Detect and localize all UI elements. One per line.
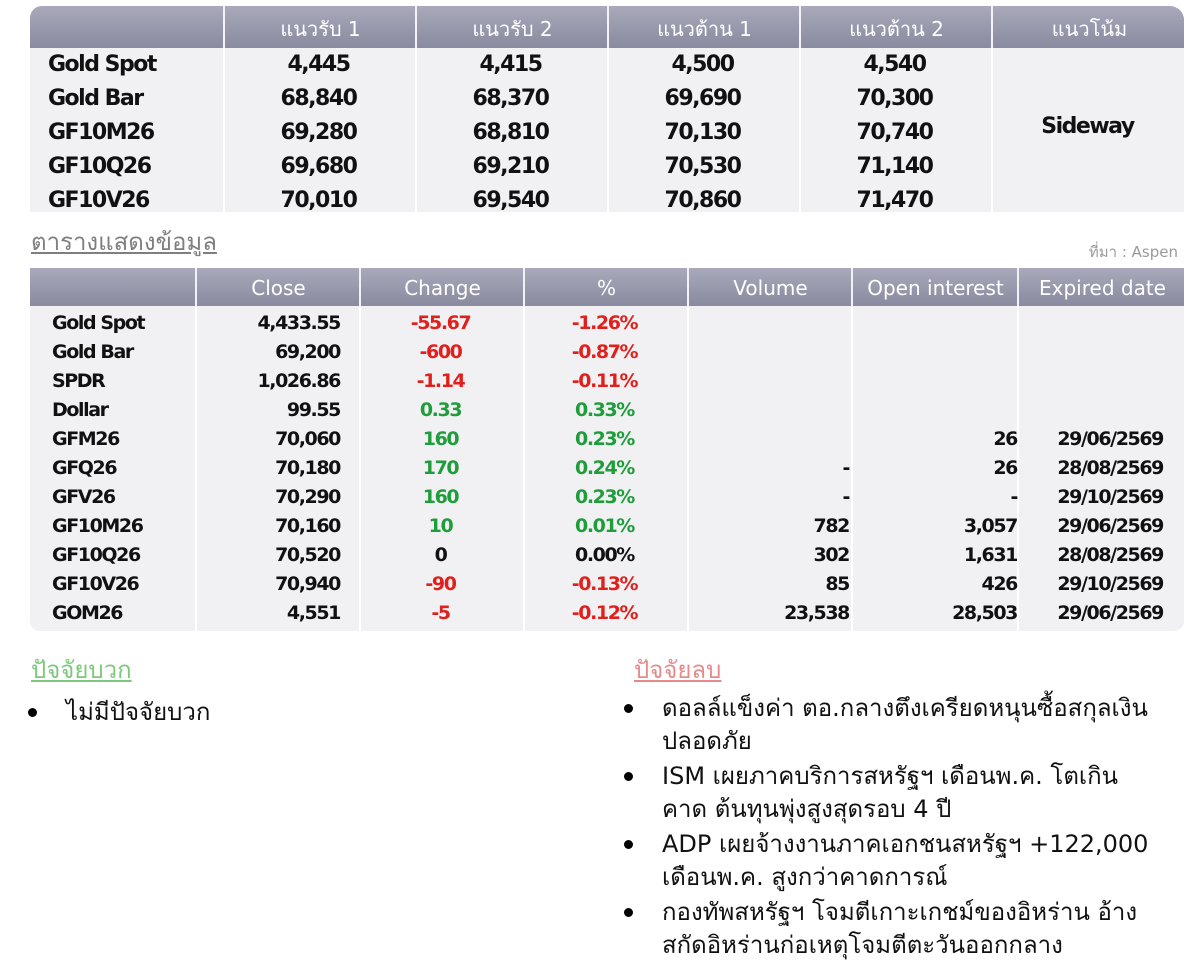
source-label: ที่มา : Aspen (1088, 243, 1178, 261)
cell-oi: 426 (981, 573, 1017, 595)
table-row (30, 367, 1184, 396)
cell-oi (851, 338, 1017, 367)
cell-close: 1,026.86 (257, 370, 340, 392)
level-s2: 4,415 (479, 52, 542, 77)
instrument-name: GFM26 (52, 428, 119, 450)
cell-exp: 28/08/2569 (1057, 457, 1163, 479)
instrument-name: GF10Q26 (48, 154, 151, 179)
cell-volume (687, 309, 849, 338)
sr-table-row (30, 184, 1184, 212)
cell-volume: - (842, 486, 849, 508)
positive-factor-item: ไม่มีปัจจัยบวก (28, 696, 588, 729)
level-s1: 69,680 (280, 154, 357, 179)
cell-close: 4,551 (286, 602, 340, 624)
table-row (30, 512, 1184, 541)
cell-close: 70,290 (275, 486, 340, 508)
instrument-name: GFV26 (52, 486, 115, 508)
header-support-2: แนวรับ 2 (415, 6, 608, 48)
cell-close: 69,200 (275, 341, 340, 363)
sr-table-row (30, 82, 1184, 116)
negative-factors-title: ปัจจัยลบ (634, 656, 722, 684)
instrument-name: GOM26 (52, 602, 123, 624)
level-r2: 71,470 (856, 188, 933, 212)
cell-exp: 29/10/2569 (1057, 573, 1163, 595)
cell-pct: 0.33% (575, 399, 634, 421)
cell-close: 70,180 (275, 457, 340, 479)
section-title: ตารางแสดงข้อมูล (31, 228, 217, 256)
cell-oi: - (1010, 486, 1017, 508)
cell-close: 99.55 (286, 399, 340, 421)
cell-oi (851, 396, 1017, 425)
level-r1: 4,500 (671, 52, 734, 77)
cell-volume: 23,538 (784, 602, 849, 624)
header-close: Close (195, 268, 360, 306)
cell-pct: -0.13% (571, 573, 638, 595)
level-s1: 70,010 (280, 188, 357, 212)
sr-table-row (30, 48, 1184, 82)
table-row (30, 483, 1184, 512)
cell-oi: 26 (993, 428, 1017, 450)
positive-factors-title: ปัจจัยบวก (31, 656, 132, 684)
level-s2: 68,370 (472, 86, 549, 111)
cell-pct: 0.00% (575, 544, 634, 566)
cell-close: 70,160 (275, 515, 340, 537)
cell-oi (851, 309, 1017, 338)
trend-value: Sideway (1041, 114, 1134, 139)
md-table-header (30, 268, 1184, 306)
table-row (30, 338, 1184, 367)
negative-factors-list (624, 692, 1154, 964)
header-support-1: แนวรับ 1 (223, 6, 416, 48)
instrument-name: Gold Spot (52, 312, 145, 334)
cell-close: 70,520 (275, 544, 340, 566)
level-s2: 69,540 (472, 188, 549, 212)
level-r1: 69,690 (664, 86, 741, 111)
cell-volume: 782 (813, 515, 849, 537)
cell-volume (687, 367, 849, 396)
instrument-name: Gold Bar (48, 86, 143, 111)
cell-exp: 29/06/2569 (1057, 515, 1163, 537)
negative-factor-item: ดอลล์แข็งค่า ตอ.กลางตึงเครียดหนุนซื้อสกุลเงินปลอดภัย (624, 692, 1154, 758)
table-row (30, 309, 1184, 338)
negative-factor-item: กองทัพสหรัฐฯ โจมตีเกาะเกชม์ของอิหร่าน อ้างสกัดอิหร่านก่อเหตุโจมตีตะวันออกกลาง (624, 896, 1154, 962)
instrument-name: GF10V26 (52, 573, 139, 595)
level-s1: 4,445 (287, 52, 350, 77)
support-resistance-table (30, 6, 1184, 212)
cell-oi: 28,503 (952, 602, 1017, 624)
level-s1: 69,280 (280, 120, 357, 145)
instrument-name: Gold Bar (52, 341, 133, 363)
negative-factor-item: ADP เผยจ้างงานภาคเอกชนสหรัฐฯ +122,000 เดือนพ.ค. สูงกว่าคาดการณ์ (624, 828, 1154, 894)
header-expired-date: Expired date (1017, 268, 1184, 306)
cell-close: 4,433.55 (257, 312, 340, 334)
header-percent: % (523, 268, 688, 306)
sr-table-row (30, 150, 1184, 184)
cell-pct: -0.11% (571, 370, 638, 392)
cell-close: 70,940 (275, 573, 340, 595)
cell-pct: -0.87% (571, 341, 638, 363)
cell-volume (687, 396, 849, 425)
cell-change: 170 (422, 457, 459, 479)
instrument-name: Gold Spot (48, 52, 156, 77)
table-row (30, 425, 1184, 454)
level-r2: 70,740 (856, 120, 933, 145)
cell-oi: 1,631 (963, 544, 1017, 566)
header-trend: แนวโน้ม (991, 6, 1184, 48)
level-s2: 69,210 (472, 154, 549, 179)
cell-exp: 29/06/2569 (1057, 428, 1163, 450)
cell-change: -55.67 (410, 312, 471, 334)
cell-volume (687, 338, 849, 367)
cell-exp: 29/10/2569 (1057, 486, 1163, 508)
header-change: Change (359, 268, 524, 306)
market-data-table (30, 268, 1184, 631)
instrument-name: GF10M26 (48, 120, 154, 145)
header-resistance-2: แนวต้าน 2 (799, 6, 992, 48)
level-r1: 70,860 (664, 188, 741, 212)
cell-change: -90 (425, 573, 456, 595)
cell-exp (1017, 309, 1163, 338)
cell-change: 0 (434, 544, 447, 566)
cell-pct: 0.23% (575, 428, 634, 450)
cell-oi (851, 367, 1017, 396)
cell-pct: -1.26% (571, 312, 638, 334)
level-s1: 68,840 (280, 86, 357, 111)
cell-exp (1017, 338, 1163, 367)
level-r1: 70,530 (664, 154, 741, 179)
cell-volume: 85 (825, 573, 849, 595)
cell-change: -600 (419, 341, 462, 363)
cell-oi: 3,057 (963, 515, 1017, 537)
cell-change: -5 (431, 602, 450, 624)
instrument-name: GF10V26 (48, 188, 149, 212)
cell-change: 160 (422, 486, 459, 508)
instrument-name: GF10Q26 (52, 544, 140, 566)
negative-factor-item: ISM เผยภาคบริการสหรัฐฯ เดือนพ.ค. โตเกินคาด ต้นทุนพุ่งสูงสุดรอบ 4 ปี (624, 760, 1154, 826)
cell-pct: 0.23% (575, 486, 634, 508)
positive-factors-list (28, 696, 588, 731)
instrument-name: Dollar (52, 399, 108, 421)
table-row (30, 541, 1184, 570)
cell-exp: 28/08/2569 (1057, 544, 1163, 566)
cell-exp (1017, 396, 1163, 425)
header-volume: Volume (687, 268, 852, 306)
level-s2: 68,810 (472, 120, 549, 145)
cell-change: 10 (428, 515, 453, 537)
cell-close: 70,060 (275, 428, 340, 450)
table-row (30, 396, 1184, 425)
cell-exp: 29/06/2569 (1057, 602, 1163, 624)
cell-exp (1017, 367, 1163, 396)
header-resistance-1: แนวต้าน 1 (607, 6, 800, 48)
level-r2: 4,540 (863, 52, 926, 77)
table-row (30, 454, 1184, 483)
cell-volume (687, 425, 849, 454)
cell-volume: 302 (813, 544, 849, 566)
level-r2: 70,300 (856, 86, 933, 111)
level-r2: 71,140 (856, 154, 933, 179)
header-open-interest: Open interest (851, 268, 1018, 306)
sr-table-header (30, 6, 1184, 48)
table-row (30, 570, 1184, 599)
cell-change: 160 (422, 428, 459, 450)
table-row (30, 599, 1184, 628)
cell-change: -1.14 (416, 370, 465, 392)
cell-change: 0.33 (419, 399, 462, 421)
instrument-name: GF10M26 (52, 515, 143, 537)
cell-pct: -0.12% (571, 602, 638, 624)
cell-oi: 26 (993, 457, 1017, 479)
cell-volume: - (842, 457, 849, 479)
instrument-name: GFQ26 (52, 457, 117, 479)
level-r1: 70,130 (664, 120, 741, 145)
cell-pct: 0.24% (575, 457, 634, 479)
cell-pct: 0.01% (575, 515, 634, 537)
instrument-name: SPDR (52, 370, 105, 392)
